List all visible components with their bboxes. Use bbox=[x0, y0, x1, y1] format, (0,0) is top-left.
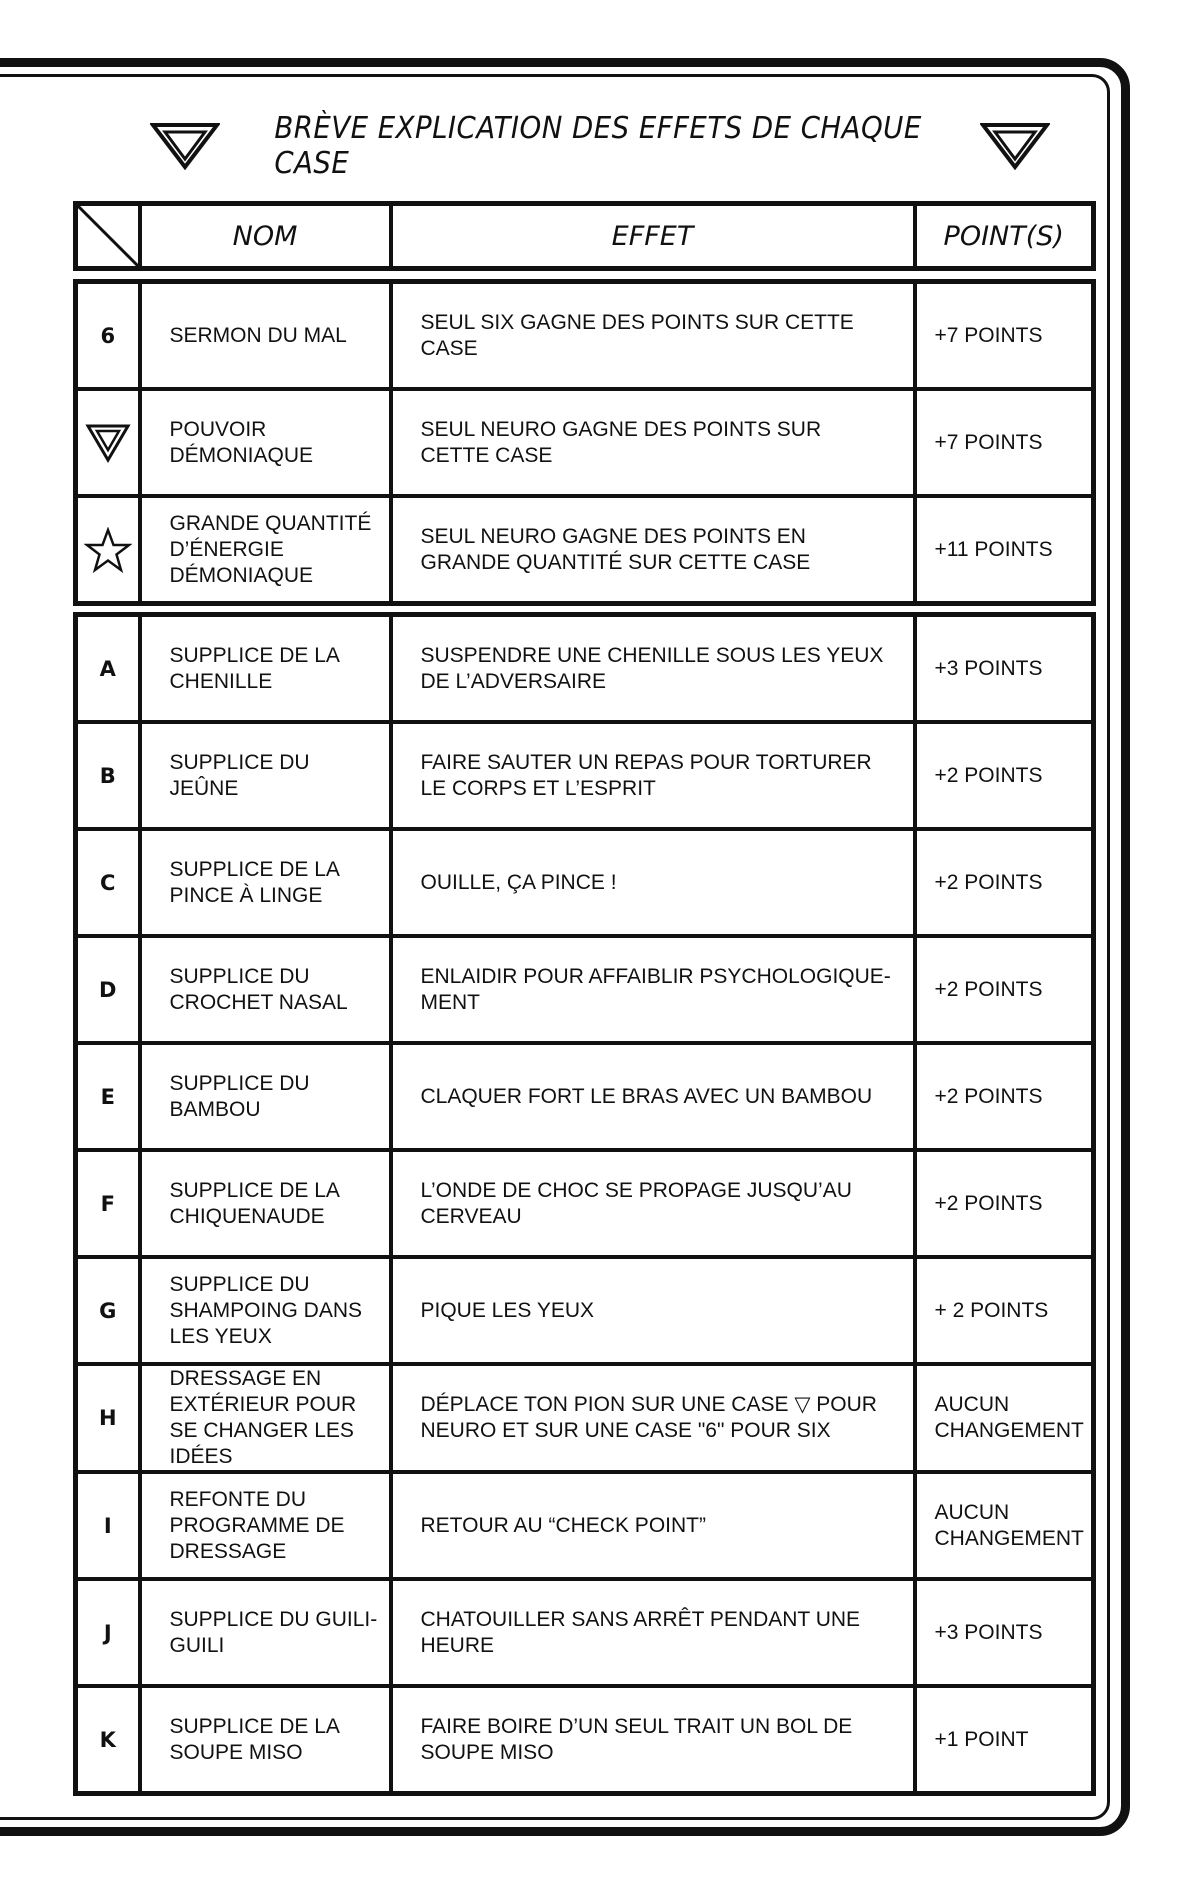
case-points: +2 POINTS bbox=[915, 936, 1094, 1043]
case-name: SUPPLICE DE LA SOUPE MISO bbox=[140, 1686, 391, 1794]
case-name: SUPPLICE DU SHAMPOING DANS LES YEUX bbox=[140, 1257, 391, 1364]
case-letter: K bbox=[76, 1686, 140, 1794]
case-effect: SEUL NEURO GAGNE DES POINTS EN GRANDE QUANTITÉ SUR CETTE CASE bbox=[391, 496, 915, 604]
letter-cases-table bbox=[73, 612, 1096, 1796]
case-name: GRANDE QUANTITÉ D’ÉNERGIE DÉMONIAQUE bbox=[140, 496, 391, 604]
case-letter: E bbox=[76, 1043, 140, 1150]
case-effect: ENLAIDIR POUR AFFAIBLIR PSYCHOLOGIQUE-MENT bbox=[391, 936, 915, 1043]
case-points: +3 POINTS bbox=[915, 615, 1094, 723]
table-row bbox=[76, 282, 1094, 390]
case-points: +2 POINTS bbox=[915, 722, 1094, 829]
case-letter: G bbox=[76, 1257, 140, 1364]
case-letter: H bbox=[76, 1364, 140, 1472]
case-effect: CHATOUILLER SANS ARRÊT PENDANT UNE HEURE bbox=[391, 1579, 915, 1686]
table-row bbox=[76, 1043, 1094, 1150]
case-symbol bbox=[76, 496, 140, 604]
case-letter: F bbox=[76, 1150, 140, 1257]
case-symbol: 6 bbox=[76, 282, 140, 390]
case-name: SUPPLICE DU JEÛNE bbox=[140, 722, 391, 829]
case-points: +11 POINTS bbox=[915, 496, 1094, 604]
case-name: DRESSAGE EN EXTÉRIEUR POUR SE CHANGER LES IDÉES bbox=[140, 1364, 391, 1472]
case-name: SUPPLICE DE LA CHENILLE bbox=[140, 615, 391, 723]
case-symbol bbox=[76, 389, 140, 496]
case-points: +2 POINTS bbox=[915, 1150, 1094, 1257]
case-effect: FAIRE BOIRE D’UN SEUL TRAIT UN BOL DE SOUPE MISO bbox=[391, 1686, 915, 1794]
table-row bbox=[76, 722, 1094, 829]
case-effect: OUILLE, ÇA PINCE ! bbox=[391, 829, 915, 936]
case-effect: SEUL SIX GAGNE DES POINTS SUR CETTE CASE bbox=[391, 282, 915, 390]
case-points: +3 POINTS bbox=[915, 1579, 1094, 1686]
table-row bbox=[76, 936, 1094, 1043]
case-letter: C bbox=[76, 829, 140, 936]
table-row bbox=[76, 1579, 1094, 1686]
case-points: +2 POINTS bbox=[915, 1043, 1094, 1150]
case-name: SERMON DU MAL bbox=[140, 282, 391, 390]
table-row bbox=[76, 615, 1094, 723]
header-effet: EFFET bbox=[391, 204, 915, 269]
case-name: POUVOIR DÉMONIAQUE bbox=[140, 389, 391, 496]
triangle-icon bbox=[85, 430, 131, 454]
case-name: SUPPLICE DU GUILI-GUILI bbox=[140, 1579, 391, 1686]
case-letter: I bbox=[76, 1472, 140, 1579]
case-name: SUPPLICE DU BAMBOU bbox=[140, 1043, 391, 1150]
table-row bbox=[76, 1472, 1094, 1579]
table-row bbox=[76, 829, 1094, 936]
case-name: SUPPLICE DE LA PINCE À LINGE bbox=[140, 829, 391, 936]
table-row bbox=[76, 1686, 1094, 1794]
table-row bbox=[76, 496, 1094, 604]
case-effect: DÉPLACE TON PION SUR UNE CASE ▽ POUR NEURO ET SUR UNE CASE "6" POUR SIX bbox=[391, 1364, 915, 1472]
case-points: + 2 POINTS bbox=[915, 1257, 1094, 1364]
case-points: +7 POINTS bbox=[915, 282, 1094, 390]
case-effect: L’ONDE DE CHOC SE PROPAGE JUSQU’AU CERVEAU bbox=[391, 1150, 915, 1257]
case-letter: B bbox=[76, 722, 140, 829]
header-nom: NOM bbox=[140, 204, 391, 269]
case-points: AUCUN CHANGEMENT bbox=[915, 1472, 1094, 1579]
case-name: REFONTE DU PROGRAMME DE DRESSAGE bbox=[140, 1472, 391, 1579]
star-icon bbox=[84, 537, 132, 561]
case-letter: A bbox=[76, 615, 140, 723]
case-effect: PIQUE LES YEUX bbox=[391, 1257, 915, 1364]
triangle-icon bbox=[150, 122, 220, 170]
case-effect: CLAQUER FORT LE BRAS AVEC UN BAMBOU bbox=[391, 1043, 915, 1150]
header-points: POINT(S) bbox=[915, 204, 1094, 269]
diagonal-line-icon bbox=[78, 206, 138, 266]
case-points: +2 POINTS bbox=[915, 829, 1094, 936]
table-row bbox=[76, 1364, 1094, 1472]
table-row bbox=[76, 1150, 1094, 1257]
case-effect: SEUL NEURO GAGNE DES POINTS SUR CETTE CASE bbox=[391, 389, 915, 496]
table-row bbox=[76, 389, 1094, 496]
case-name: SUPPLICE DE LA CHIQUENAUDE bbox=[140, 1150, 391, 1257]
page-title-row bbox=[150, 111, 1050, 181]
header-table bbox=[73, 201, 1096, 271]
case-points: +7 POINTS bbox=[915, 389, 1094, 496]
special-cases-table bbox=[73, 279, 1096, 606]
case-effect: RETOUR AU “CHECK POINT” bbox=[391, 1472, 915, 1579]
page-title: BRÈVE EXPLICATION DES EFFETS DE CHAQUE CASE bbox=[274, 111, 922, 181]
case-points: +1 POINT bbox=[915, 1686, 1094, 1794]
case-letter: J bbox=[76, 1579, 140, 1686]
corner-cell bbox=[76, 204, 140, 269]
case-effect: FAIRE SAUTER UN REPAS POUR TORTURER LE CORPS ET L’ESPRIT bbox=[391, 722, 915, 829]
triangle-icon bbox=[980, 122, 1050, 170]
case-name: SUPPLICE DU CROCHET NASAL bbox=[140, 936, 391, 1043]
table-row bbox=[76, 1257, 1094, 1364]
case-points: AUCUN CHANGEMENT bbox=[915, 1364, 1094, 1472]
case-effect: SUSPENDRE UNE CHENILLE SOUS LES YEUX DE L’ADVERSAIRE bbox=[391, 615, 915, 723]
case-letter: D bbox=[76, 936, 140, 1043]
